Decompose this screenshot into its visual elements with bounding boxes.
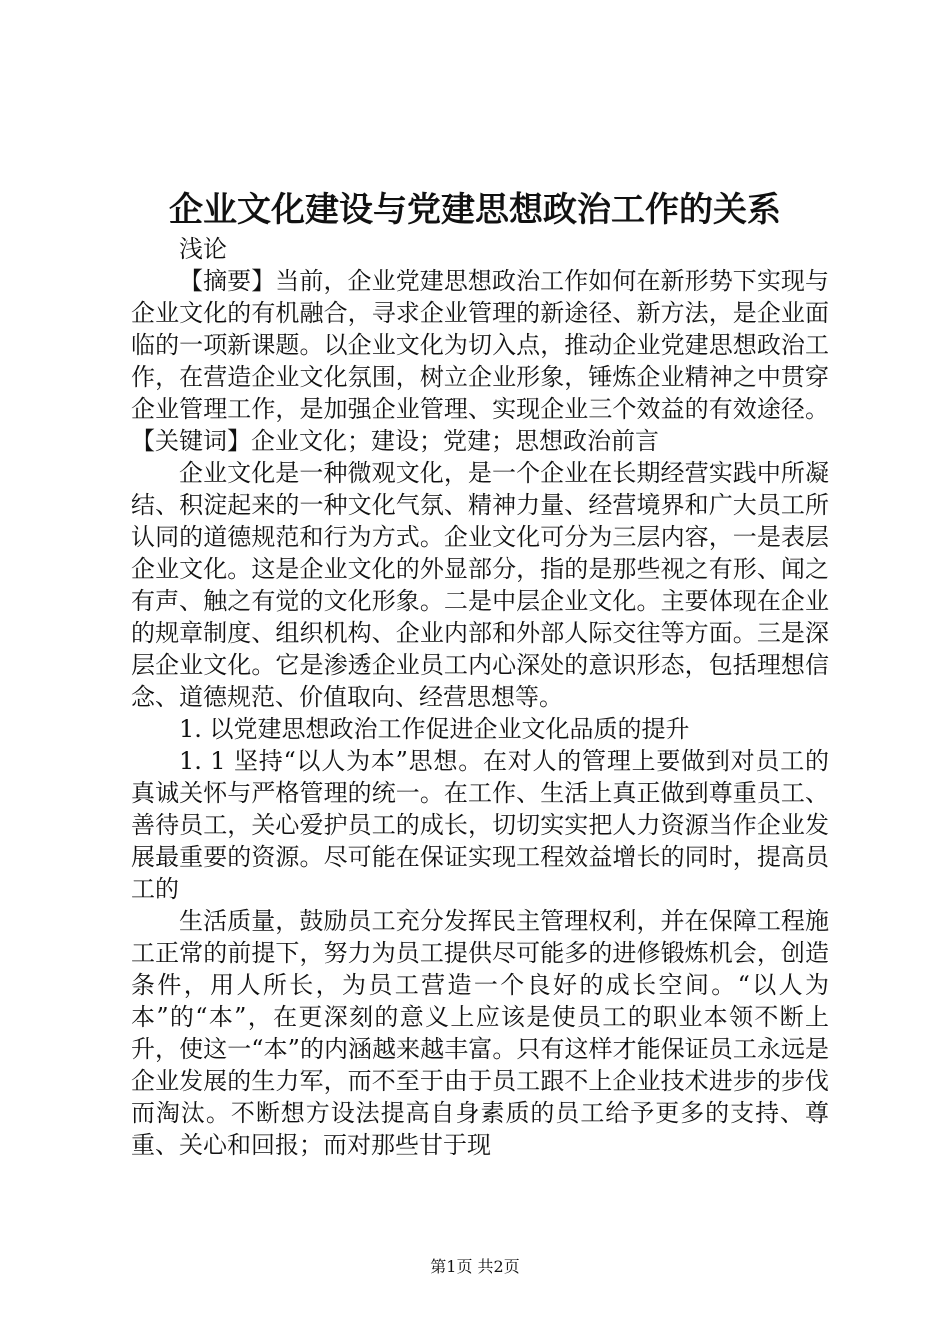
paragraph-section-1-1: 1. 1 坚持“以人为本”思想。在对人的管理上要做到对员工的真诚关怀与严格管理的统一。在工作、生活上真正做到尊重员工、善待员工，关心爱护员工的成长，切切实实把人力资源当作企业发展最重要的资源。尽可能在保证实现工程效益增长的同时，提高员工的: [131, 747, 829, 903]
page-footer: 第1页 共2页: [430, 1257, 520, 1276]
paragraph-abstract: 【摘要】当前，企业党建思想政治工作如何在新形势下实现与企业文化的有机融合，寻求企业管理的新途径、新方法，是企业面临的一项新课题。以企业文化为切入点，推动企业党建思想政治工作，在营造企业文化氛围，树立企业形象，锤炼企业精神之中贯穿企业管理工作，是加强企业管理、实现企业三个效益的有效途径。【关键词】企业文化；建设；党建；思想政治前言: [131, 267, 829, 455]
paragraph-subtitle: 浅论: [179, 235, 227, 263]
paragraph-continuation: 生活质量，鼓励员工充分发挥民主管理权利，并在保障工程施工正常的前提下，努力为员工提供尽可能多的进修锻炼机会，创造条件，用人所长，为员工营造一个良好的成长空间。“以人为本”的“本”，在更深刻的意义上应该是使员工的职业本领不断上升，使这一“本”的内涵越来越丰富。只有这样才能保证员工永远是企业发展的生力军，而不至于由于员工跟不上企业技术进步的步伐而淘汰。不断想方设法提高自身素质的员工给予更多的支持、尊重、关心和回报；而对那些甘于现: [131, 907, 829, 1159]
document-title: 企业文化建设与党建思想政治工作的关系: [169, 190, 781, 230]
document-body: [131, 233, 829, 1161]
section-heading-1: 1. 以党建思想政治工作促进企业文化品质的提升: [179, 715, 690, 743]
paragraph-intro: 企业文化是一种微观文化，是一个企业在长期经营实践中所凝结、积淀起来的一种文化气氛、精神力量、经营境界和广大员工所认同的道德规范和行为方式。企业文化可分为三层内容，一是表层企业文化。这是企业文化的外显部分，指的是那些视之有形、闻之有声、触之有觉的文化形象。二是中层企业文化。主要体现在企业的规章制度、组织机构、企业内部和外部人际交往等方面。三是深层企业文化。它是渗透企业员工内心深处的意识形态，包括理想信念、道德规范、价值取向、经营思想等。: [131, 459, 829, 711]
